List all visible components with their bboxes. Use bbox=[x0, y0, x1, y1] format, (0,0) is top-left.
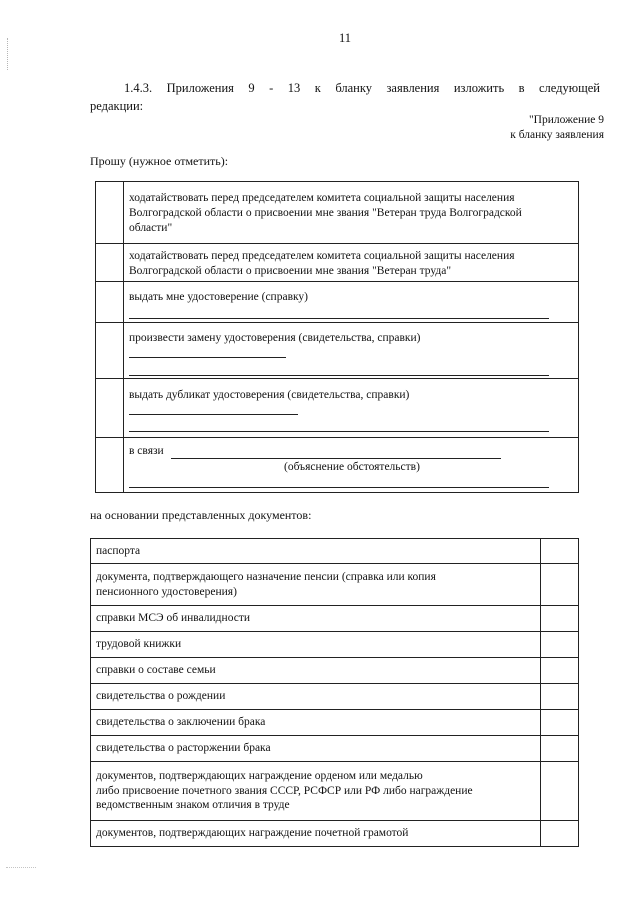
document-text bbox=[91, 762, 541, 821]
request-option-text bbox=[124, 282, 579, 323]
document-row bbox=[91, 632, 579, 658]
fill-in-caption: (объяснение обстоятельств) bbox=[284, 461, 420, 473]
document-line: либо присвоение почетного звания СССР, РСФСР или РФ либо награждение bbox=[96, 784, 473, 797]
document-row bbox=[91, 658, 579, 684]
fill-in-line[interactable] bbox=[129, 357, 286, 358]
document-checkbox[interactable] bbox=[541, 632, 579, 658]
request-option-text bbox=[124, 438, 579, 493]
document-checkbox[interactable] bbox=[541, 821, 579, 847]
fill-in-line[interactable] bbox=[129, 318, 549, 319]
request-option-row bbox=[96, 323, 579, 379]
request-option-checkbox[interactable] bbox=[96, 282, 124, 323]
document-checkbox[interactable] bbox=[541, 762, 579, 821]
document-text bbox=[91, 684, 541, 710]
document-row bbox=[91, 684, 579, 710]
document-line: свидетельства о заключении брака bbox=[96, 716, 266, 729]
document-row bbox=[91, 762, 579, 821]
scan-artifact bbox=[6, 867, 36, 868]
document-text bbox=[91, 658, 541, 684]
document-line: справки МСЭ об инвалидности bbox=[96, 612, 251, 625]
request-option-text bbox=[124, 379, 579, 438]
option-line: выдать дубликат удостоверения (свидетельства, справки) bbox=[129, 389, 410, 401]
heading-line: 1.4.3. Приложения 9 - 13 к бланку заявления изложить в следующей bbox=[124, 81, 600, 95]
request-option-row bbox=[96, 379, 579, 438]
option-line: в связи bbox=[129, 445, 164, 457]
document-text bbox=[91, 632, 541, 658]
request-option-row bbox=[96, 182, 579, 244]
option-line: Волгоградской области о присвоении мне звания "Ветеран труда Волгоградской bbox=[129, 207, 522, 219]
fill-in-line[interactable] bbox=[129, 431, 549, 432]
document-line: трудовой книжки bbox=[96, 638, 182, 651]
document-checkbox[interactable] bbox=[541, 658, 579, 684]
fill-in-line[interactable] bbox=[129, 375, 549, 376]
document-checkbox[interactable] bbox=[541, 539, 579, 564]
request-option-text bbox=[124, 323, 579, 379]
document-row bbox=[91, 821, 579, 847]
documents-table bbox=[90, 538, 579, 847]
option-line: произвести замену удостоверения (свидетельства, справки) bbox=[129, 332, 421, 344]
request-option-row bbox=[96, 282, 579, 323]
document-text bbox=[91, 606, 541, 632]
document-row bbox=[91, 564, 579, 606]
document-line: паспорта bbox=[96, 544, 141, 557]
basis-intro: на основании представленных документов: bbox=[90, 508, 312, 522]
document-line: свидетельства о расторжении брака bbox=[96, 742, 271, 755]
request-option-row bbox=[96, 244, 579, 282]
request-option-checkbox[interactable] bbox=[96, 379, 124, 438]
document-text bbox=[91, 736, 541, 762]
document-checkbox[interactable] bbox=[541, 710, 579, 736]
annex-label bbox=[510, 113, 604, 143]
request-option-checkbox[interactable] bbox=[96, 182, 124, 244]
option-line: ходатайствовать перед председателем комитета социальной защиты населения bbox=[129, 192, 515, 204]
fill-in-line[interactable] bbox=[129, 487, 549, 488]
document-row bbox=[91, 539, 579, 564]
option-line: ходатайствовать перед председателем комитета социальной защиты населения bbox=[129, 250, 515, 262]
document-row bbox=[91, 736, 579, 762]
document-checkbox[interactable] bbox=[541, 564, 579, 606]
option-line: выдать мне удостоверение (справку) bbox=[129, 291, 308, 303]
request-option-checkbox[interactable] bbox=[96, 244, 124, 282]
request-option-row bbox=[96, 438, 579, 493]
document-line: ведомственным знаком отличия в труде bbox=[96, 799, 290, 812]
document-row bbox=[91, 710, 579, 736]
document-line: свидетельства о рождении bbox=[96, 690, 226, 703]
document-checkbox[interactable] bbox=[541, 736, 579, 762]
request-intro: Прошу (нужное отметить): bbox=[90, 154, 229, 168]
document-checkbox[interactable] bbox=[541, 684, 579, 710]
request-option-text bbox=[124, 182, 579, 244]
option-line: области" bbox=[129, 222, 173, 234]
annex-label-line: к бланку заявления bbox=[510, 129, 604, 141]
document-text bbox=[91, 564, 541, 606]
document-line: документов, подтверждающих награждение почетной грамотой bbox=[96, 827, 409, 840]
request-option-checkbox[interactable] bbox=[96, 323, 124, 379]
document-row bbox=[91, 606, 579, 632]
page-number: 11 bbox=[338, 31, 352, 45]
document-text bbox=[91, 539, 541, 564]
document-text bbox=[91, 710, 541, 736]
document-checkbox[interactable] bbox=[541, 606, 579, 632]
section-heading bbox=[90, 79, 600, 115]
request-option-checkbox[interactable] bbox=[96, 438, 124, 493]
fill-in-line[interactable] bbox=[171, 458, 501, 459]
request-option-text bbox=[124, 244, 579, 282]
document-line: документов, подтверждающих награждение орденом или медалью bbox=[96, 770, 423, 783]
option-line: Волгоградской области о присвоении мне звания "Ветеран труда" bbox=[129, 265, 452, 277]
document-line: пенсионного удостоверения) bbox=[96, 585, 237, 598]
document-text bbox=[91, 821, 541, 847]
fill-in-line[interactable] bbox=[129, 414, 298, 415]
document-line: документа, подтверждающего назначение пенсии (справка или копия bbox=[96, 571, 436, 583]
heading-line: редакции: bbox=[90, 99, 144, 113]
document-line: справки о составе семьи bbox=[96, 664, 216, 677]
annex-label-line: "Приложение 9 bbox=[528, 114, 604, 126]
request-options-table bbox=[95, 181, 579, 493]
